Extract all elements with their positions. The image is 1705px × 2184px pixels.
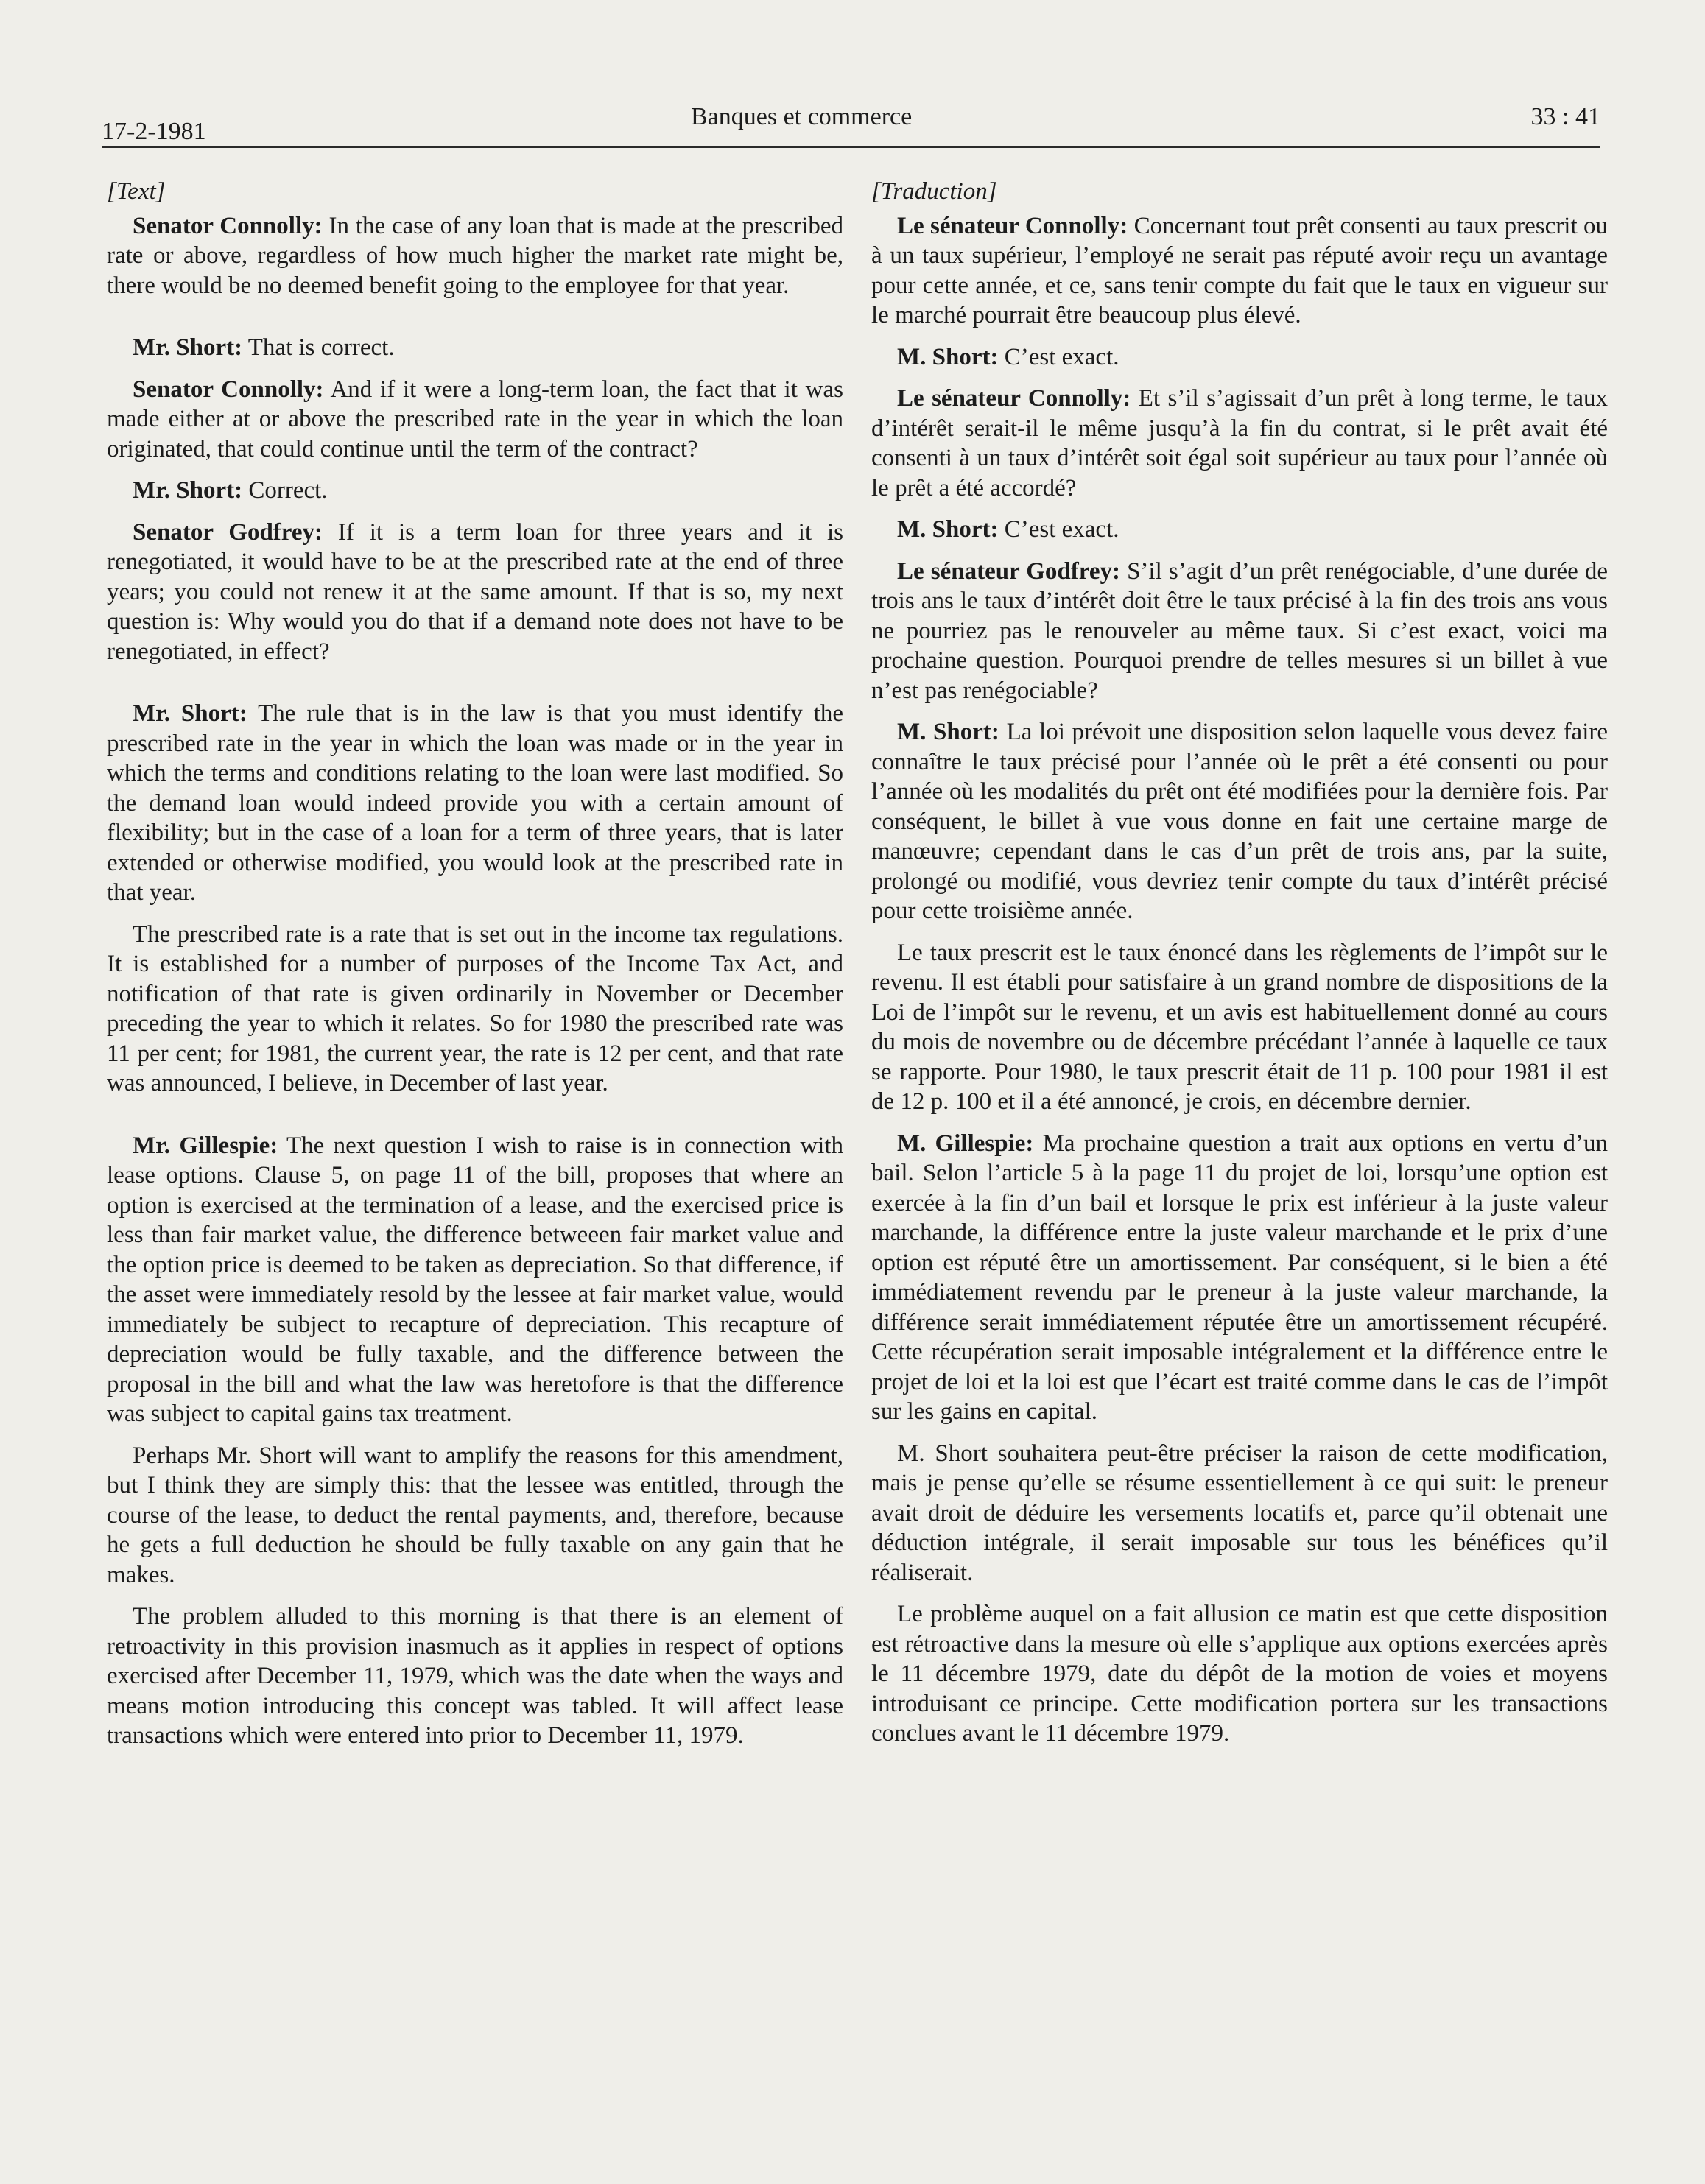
paragraph-text: If it is a term loan for three years and it is renegotiated, it would have to be at the prescribed rate at the end of three years; you could not renew it at the same amount. If that is so, my next question is: Why would you do that if a demand note does not have to be renegotiated, in effect? <box>107 518 844 665</box>
paragraph-text: C’est exact. <box>1004 516 1119 543</box>
paragraph <box>107 1441 843 1591</box>
header-rule <box>102 146 1600 148</box>
paragraph <box>871 342 1608 373</box>
paragraph <box>871 515 1608 545</box>
paragraph <box>871 938 1608 1117</box>
paragraph-text: The problem alluded to this morning is that there is an element of retroactivity in this provision inasmuch as it applies in respect of options exercised after December 11, 1979, which was the date when the ways and means motion introducing this concept was tabled. It will affect lease transactions which were entered into prior to December 11, 1979. <box>107 1603 843 1749</box>
paragraph-text: Et s’il s’agissait d’un prêt à long terme, le taux d’intérêt serait-il le même jusqu’à la fin du contrat, si le prêt avait été consenti à un taux d’intérêt soit égal soit supérieur au taux pour l’année où le prêt a été accordé? <box>871 385 1609 501</box>
header-date: 17-2-1981 <box>102 118 206 145</box>
speaker-name: Mr. Gillespie: <box>133 1132 278 1159</box>
paragraph <box>107 211 843 301</box>
paragraph-text: The rule that is in the law is that you must identify the prescribed rate in the year in which the loan was made or in the year in which the terms and conditions relating to the loan were last modified. So the demand loan would indeed provide you with a certain amount of flexibility; but in the case of a loan for a term of three years, that is later extended or otherwise modified, you would look at the prescribed rate in that year. <box>107 700 843 906</box>
speaker-name: M. Short: <box>897 343 999 370</box>
paragraph-text: That is correct. <box>247 334 395 361</box>
paragraph-text: Concernant tout prêt consenti au taux prescrit ou à un taux supérieur, l’employé ne serait pas réputé avoir reçu un avantage pour cette année, et ce, sans tenir compte du fait que le taux en vigueur sur le marché pourrait être beaucoup plus élevé. <box>871 212 1609 328</box>
paragraph-text: Le taux prescrit est le taux énoncé dans les règlements de l’impôt sur le revenu. Il est établi pour satisfaire à un grand nombre de dispositions de la Loi de l’impôt sur le revenu, et un avis est habituellement donné au cours du mois de novembre ou de décembre précédant l’année à laquelle ce taux se rapporte. Pour 1980, le taux prescrit était de 11 p. 100 pour 1981 il est de 12 p. 100 et il a été annoncé, je crois, en décembre dernier. <box>871 939 1608 1115</box>
speaker-name: Senator Connolly: <box>133 212 323 239</box>
speaker-name: M. Short: <box>897 516 999 543</box>
speaker-name: M. Short: <box>897 719 999 745</box>
paragraph <box>107 375 843 465</box>
speaker-name: Senator Godfrey: <box>133 518 323 546</box>
paragraph <box>871 211 1608 331</box>
paragraph-text: And if it were a long-term loan, the fact that it was made either at or above the prescribed rate in the year in which the loan originated, that could continue until the term of the contract? <box>107 376 843 462</box>
speaker-name: Senator Connolly: <box>133 376 324 403</box>
paragraph <box>107 333 843 363</box>
paragraph <box>107 1602 843 1751</box>
paragraph <box>871 1439 1608 1588</box>
speaker-name: Le sénateur Connolly: <box>897 385 1131 412</box>
speaker-name: Le sénateur Godfrey: <box>897 557 1120 585</box>
paragraph <box>871 557 1608 706</box>
paragraph <box>107 699 843 908</box>
paragraph-text: C’est exact. <box>1004 343 1119 370</box>
section-label-traduction: [Traduction] <box>871 178 997 205</box>
paragraph-text: The prescribed rate is a rate that is set out in the income tax regulations. It is established for a number of purposes of the Income Tax Act, and notification of that rate is given ordinarily in November or December preceding the year to which it relates. So for 1980 the prescribed rate was 11 per cent; for 1981, the current year, the rate is 12 per cent, and that rate was announced, I believe, in December of last year. <box>107 920 843 1096</box>
paragraph-text: The next question I wish to raise is in connection with lease options. Clause 5, on page 11 of the bill, proposes that where an option is exercised at the termination of a lease, and the exercised price is less than fair market value, the difference betweeen fair market value and the option price is deemed to be taken as depreciation. So that difference, if the asset were immediately resold by the lessee at fair market value, would immediately be subject to recapture of depreciation. This recapture of depreciation would be fully taxable, and the difference between the proposal in the bill and what the law was heretofore is that the difference was subject to capital gains tax treatment. <box>107 1132 843 1427</box>
paragraph <box>107 518 843 667</box>
speaker-name: Le sénateur Connolly: <box>897 212 1128 239</box>
page-header <box>102 103 1600 150</box>
paragraph-text: Le problème auquel on a fait allusion ce matin est que cette disposition est rétroactive dans la mesure où elle s’applique aux options exercées après le 11 décembre 1979, date du dépôt de la motion de voies et moyens introduisant ce principe. Cette modification portera sur les transactions conclues avant le 11 décembre 1979. <box>871 1601 1608 1747</box>
paragraph <box>871 1599 1608 1749</box>
speaker-name: M. Gillespie: <box>897 1130 1034 1157</box>
paragraph-text: Correct. <box>248 477 328 504</box>
paragraph <box>871 717 1608 926</box>
paragraph-text: Perhaps Mr. Short will want to amplify the reasons for this amendment, but I think they are simply this: that the lessee was entitled, through the course of the lease, to deduct the rental payments, and, therefore, because he gets a full deduction he should be fully taxable on any gain that he makes. <box>107 1442 843 1588</box>
paragraph <box>107 1131 843 1429</box>
header-title: Banques et commerce <box>691 103 913 130</box>
paragraph <box>107 476 843 506</box>
french-column <box>871 177 1608 1761</box>
paragraph <box>871 384 1608 503</box>
section-label-text: [Text] <box>107 178 166 205</box>
paragraph-text: M. Short souhaitera peut-être préciser la raison de cette modification, mais je pense qu’elle se résume essentiellement à ce qui suit: le preneur avait droit de déduire les versements locatifs et, parce qu’il obtenait une déduction intégrale, il serait imposable sur tous les bénéfices qu’il réaliserait. <box>871 1440 1608 1586</box>
paragraph-text: In the case of any loan that is made at the prescribed rate or above, regardless of how much higher the market rate might be, there would be no deemed benefit going to the employee for that year. <box>107 212 843 299</box>
paragraph <box>107 920 843 1099</box>
paragraph <box>871 1129 1608 1427</box>
paragraph-text: Ma prochaine question a trait aux options en vertu d’un bail. Selon l’article 5 à la page 11 du projet de loi, lorsqu’une option est exercée à la fin d’un bail et lorsque le prix est inférieur à la juste valeur marchande, la différence entre la juste valeur marchande et le prix d’une option est réputé être un amortissement. Par conséquent, si le bien a été immédiatement revendu par le preneur à la juste valeur marchande, la différence serait immédiatement réputée être un amortissement récupéré. Cette récupération serait imposable intégralement et la différence entre le projet de loi et la loi est que l’écart est traité comme dans le cas de l’impôt sur les gains en capital. <box>871 1130 1609 1425</box>
english-column <box>107 177 843 1763</box>
paragraph-text: La loi prévoit une disposition selon laquelle vous devez faire connaître le taux précisé pour l’année où le prêt a été consenti ou pour l’année où les modalités du prêt ont été modifiées pour la dernière fois. Par conséquent, le billet à vue vous donne en fait une certaine marge de manœuvre; cependant dans le cas d’un prêt de trois ans, par la suite, prolongé ou modifié, vous devriez tenir compte du taux d’intérêt précisé pour cette troisième année. <box>871 719 1609 924</box>
speaker-name: Mr. Short: <box>133 477 243 504</box>
page-number: 33 : 41 <box>1530 103 1600 130</box>
speaker-name: Mr. Short: <box>133 700 247 727</box>
speaker-name: Mr. Short: <box>133 334 243 361</box>
paragraph-text: S’il s’agit d’un prêt renégociable, d’une durée de trois ans le taux d’intérêt doit être le taux précisé à la fin des trois ans vous ne pourriez pas le renouveler au même taux. Si c’est exact, voici ma prochaine question. Pourquoi prendre de telles mesures si un billet à vue n’est pas renégociable? <box>871 557 1608 704</box>
